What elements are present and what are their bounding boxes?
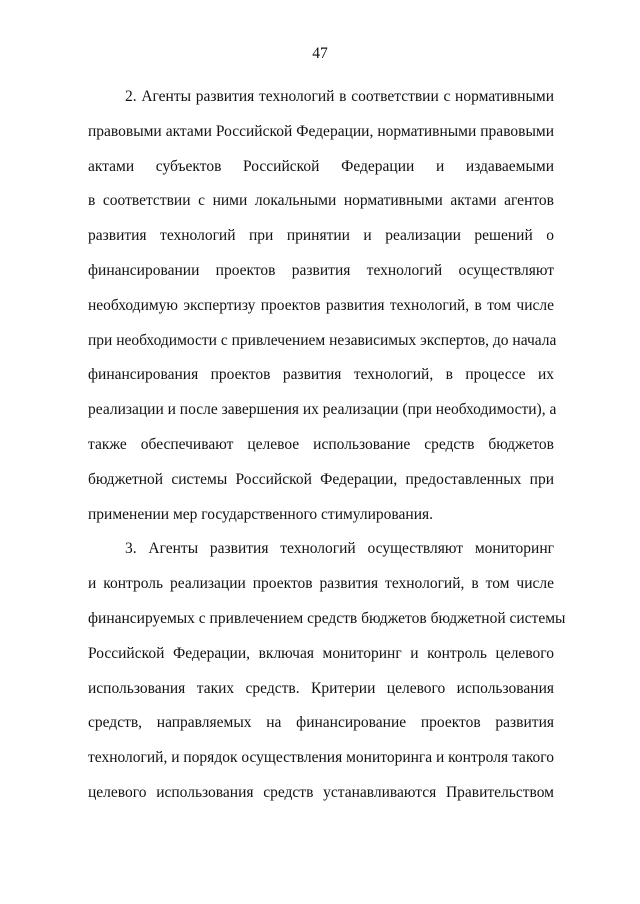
document-body (88, 80, 566, 811)
paragraph-3 (88, 532, 566, 810)
text-line: и контроль реализации проектов развития технологий, в том числе (88, 575, 554, 593)
text-line: средств, направляемых на финансирование проектов развития (88, 714, 554, 732)
text-line: финансировании проектов развития технологий осуществляют (88, 261, 554, 279)
text-line: применении мер государственного стимулирования. (88, 505, 433, 523)
text-line: использования таких средств. Критерии целевого использования (88, 679, 554, 697)
text-line: развития технологий при принятии и реализации решений о (88, 227, 554, 245)
text-line: финансирования проектов развития технологий, в процессе их (88, 366, 554, 384)
text-line: в соответствии с ними локальными нормативными актами агентов (88, 192, 554, 210)
text-line: также обеспечивают целевое использование средств бюджетов (88, 435, 554, 453)
text-line: 3. Агенты развития технологий осуществляют мониторинг (125, 540, 554, 558)
text-line: при необходимости с привлечением независимых экспертов, до начала (88, 331, 557, 349)
text-line: необходимую экспертизу проектов развития технологий, в том числе (88, 296, 554, 314)
text-line: финансируемых с привлечением средств бюджетов бюджетной системы (88, 609, 566, 627)
paragraph-2 (88, 80, 557, 532)
text-line: Российской Федерации, включая мониторинг и контроль целевого (88, 644, 554, 662)
text-line: технологий, и порядок осуществления мониторинга и контроля такого (88, 749, 555, 767)
page-number: 47 (312, 45, 328, 62)
text-line: целевого использования средств устанавливаются Правительством (88, 783, 554, 801)
text-line: правовыми актами Российской Федерации, нормативными правовыми (88, 122, 554, 140)
text-line: реализации и после завершения их реализации (при необходимости), а (88, 401, 557, 419)
text-line: бюджетной системы Российской Федерации, предоставленных при (88, 470, 554, 488)
text-line: 2. Агенты развития технологий в соответствии с нормативными (125, 88, 554, 105)
text-line: актами субъектов Российской Федерации и издаваемыми (88, 157, 554, 175)
